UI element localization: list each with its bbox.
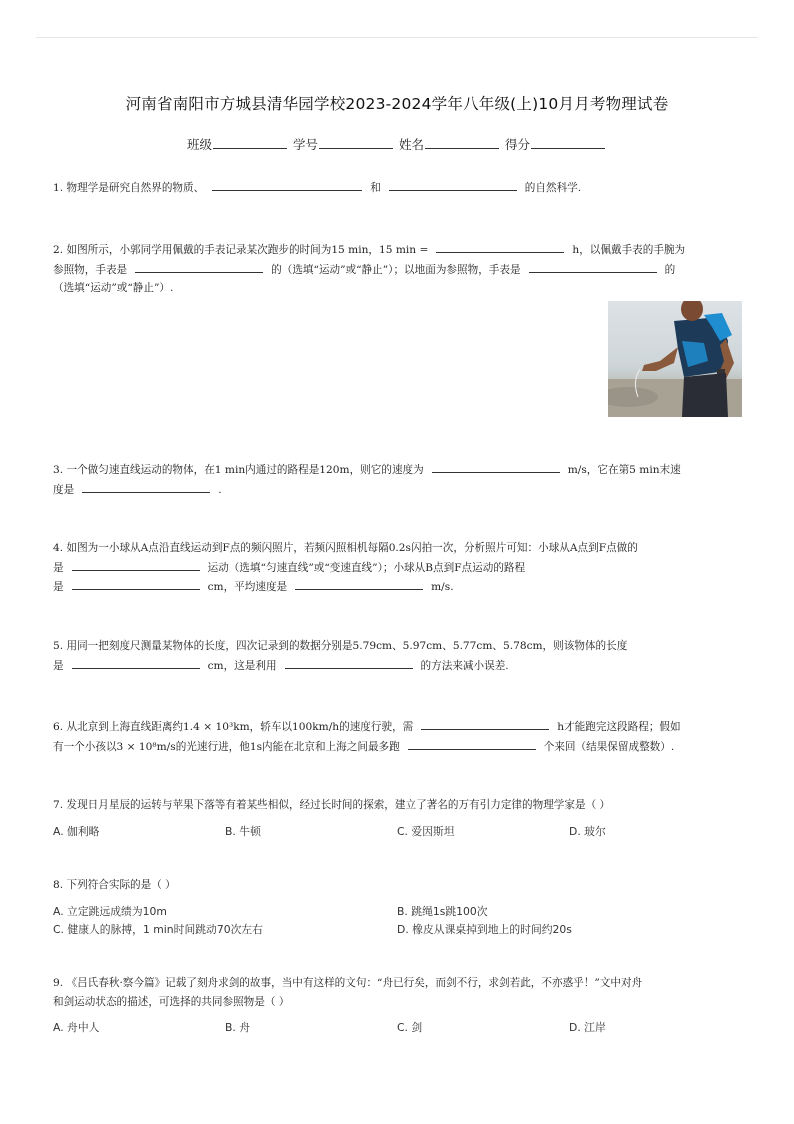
q2-blank-3[interactable]: [529, 260, 657, 273]
class-blank[interactable]: [213, 136, 287, 149]
header-divider: [36, 37, 758, 38]
question-6: 6. 从北京到上海直线距离约1.4 × 10³km，轿车以100km/h的速度行驶，需 h才能跑完这段路程；假如 有一个小孩以3 × 10⁸m/s的光速行进，他1s内能在北京和上海之间最多跑 个来回（结果保留成整数）.: [53, 717, 742, 756]
name-blank[interactable]: [425, 136, 499, 149]
question-5: 5. 用同一把刻度尺测量某物体的长度，四次记录到的数据分别是5.79cm、5.97cm、5.77cm、5.78cm，则该物体的长度 是 cm，这是利用 的方法来减小误差.: [53, 640, 628, 672]
q4-blank-2[interactable]: [72, 577, 200, 590]
q7-option-a[interactable]: A. 伽利略: [53, 825, 100, 838]
question-1: 1. 物理学是研究自然界的物质、 和 的自然科学.: [53, 178, 742, 198]
runner-photo: [608, 301, 742, 417]
q6-blank-2[interactable]: [408, 737, 536, 750]
student-info-line: [0, 135, 794, 153]
q7-option-c[interactable]: C. 爱因斯坦: [397, 825, 455, 838]
runner-shorts: [682, 373, 728, 417]
q2-blank-2[interactable]: [135, 260, 263, 273]
q9-option-c[interactable]: C. 剑: [397, 1021, 423, 1034]
q9-option-a[interactable]: A. 舟中人: [53, 1021, 100, 1034]
q4-blank-1[interactable]: [72, 558, 200, 571]
q3-blank-1[interactable]: [432, 460, 560, 473]
q6-blank-1[interactable]: [421, 717, 549, 730]
q5-blank-2[interactable]: [285, 656, 413, 669]
class-label: 班级: [186, 137, 212, 152]
q8-option-d[interactable]: D. 橡皮从课桌掉到地上的时间约20s: [397, 923, 572, 936]
question-4: 4. 如图为一小球从A点沿直线运动到F点的频闪照片，若频闪照相机每隔0.2s闪拍一次，分析照片可知：小球从A点到F点做的 是 运动（选填“匀速直线”或“变速直线”）；小球从B点到F点运动的路程 是 cm，平均速度是 m/s.: [53, 542, 638, 593]
page-title: 河南省南阳市方城县清华园学校2023-2024学年八年级(上)10月月考物理试卷: [125, 95, 669, 113]
q7-option-d[interactable]: D. 玻尔: [569, 825, 606, 838]
q1-blank-2[interactable]: [389, 178, 517, 191]
q2-blank-1[interactable]: [436, 240, 564, 253]
question-7: 7. 发现日月星辰的运转与苹果下落等有着某些相似，经过长时间的探索，建立了著名的万有引力定律的物理学家是（ ）: [53, 799, 611, 811]
runner-illustration: [608, 301, 742, 417]
question-8: 8. 下列符合实际的是（ ）: [53, 879, 176, 891]
q5-blank-1[interactable]: [72, 656, 200, 669]
q9-option-b[interactable]: B. 舟: [225, 1021, 251, 1034]
q4-blank-3[interactable]: [295, 577, 423, 590]
runner-arm-left: [642, 347, 678, 371]
q8-option-a[interactable]: A. 立定跳远成绩为10m: [53, 905, 167, 918]
question-3: 3. 一个做匀速直线运动的物体，在1 min内通过的路程是120m，则它的速度为 m/s，它在第5 min末速 度是 .: [53, 460, 742, 499]
q9-option-d[interactable]: D. 江岸: [569, 1021, 606, 1034]
question-9: 9. 《吕氏春秋·察今篇》记载了刻舟求剑的故事，当中有这样的文句：“舟已行矣，而剑不行，求剑若此，不亦惑乎！”文中对舟 和剑运动状态的描述，可选择的共同参照物是（ ）: [53, 977, 643, 1008]
question-2: 2. 如图所示，小郭同学用佩戴的手表记录某次跑步的时间为15 min，15 min = h，以佩戴手表的手腕为 参照物，手表是 的（选填“运动”或“静止”）；以地面为参照物，手表是 的 （选填“运动”或“静止”）.: [53, 240, 742, 298]
score-blank[interactable]: [531, 136, 605, 149]
q8-option-c[interactable]: C. 健康人的脉搏，1 min时间跳动70次左右: [53, 923, 263, 936]
q3-blank-2[interactable]: [82, 480, 210, 493]
id-label: 学号: [292, 137, 318, 152]
score-label: 得分: [504, 137, 530, 152]
q8-option-b[interactable]: B. 跳绳1s跳100次: [397, 905, 488, 918]
q7-option-b[interactable]: B. 牛顿: [225, 825, 261, 838]
runner-head: [681, 301, 703, 321]
name-label: 姓名: [398, 137, 424, 152]
id-blank[interactable]: [319, 136, 393, 149]
q1-blank-1[interactable]: [212, 178, 362, 191]
